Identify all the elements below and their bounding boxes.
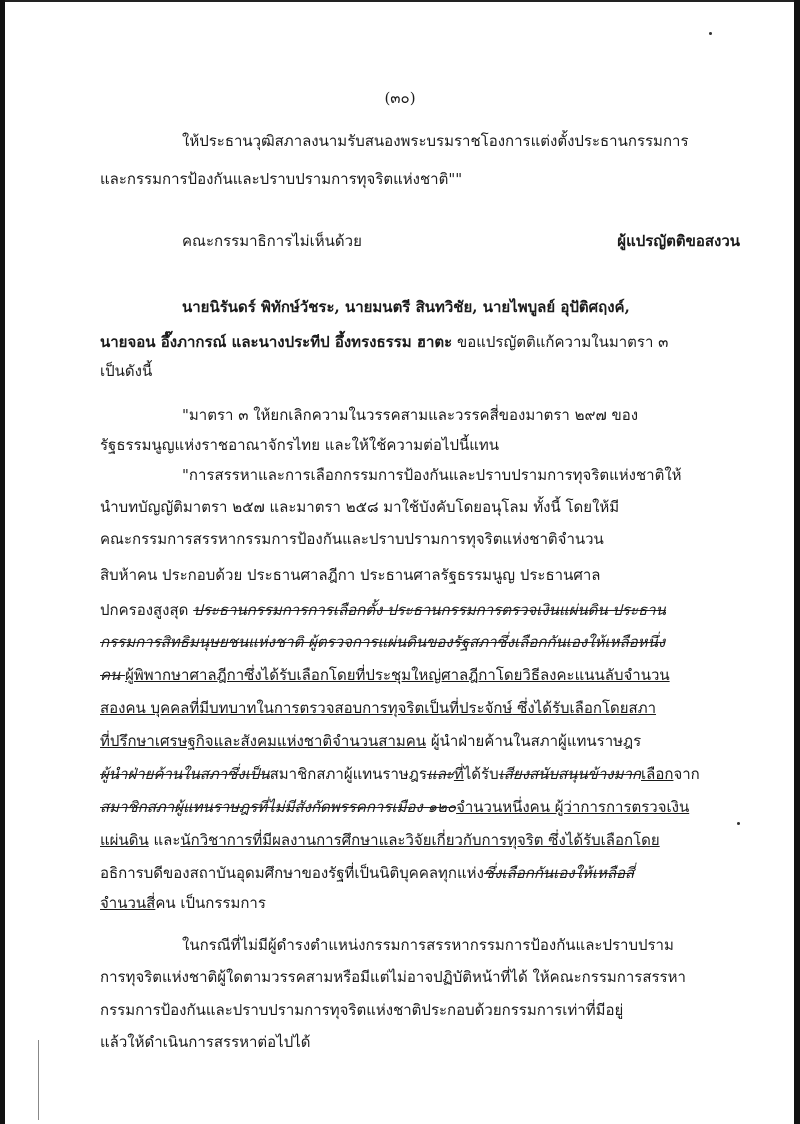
struck-text: คน bbox=[100, 666, 126, 684]
body-line: ในกรณีที่ไม่มีผู้ดำรงตำแหน่งกรรมการสรรหากรรมการป้องกันและปราบปราม bbox=[182, 936, 674, 954]
body-line bbox=[100, 892, 740, 914]
body-line: รัฐธรรมนูญแห่งราชอาณาจักรไทย และให้ใช้ความต่อไปนี้แทน bbox=[100, 436, 500, 454]
inserted-text: ซึ่งได้รับเลือกโดยสภา bbox=[512, 699, 657, 717]
scan-border-top bbox=[0, 0, 800, 2]
body-line: สิบห้าคน ประกอบด้วย ประธานศาลฎีกา ประธานศาลรัฐธรรมนูญ ประธานศาล bbox=[100, 566, 601, 584]
inserted-text: สองคน บุคคลที่มีบทบาทในการตรวจสอบการทุจริตเป็นที่ประจักษ์ bbox=[100, 699, 513, 717]
struck-text: ซึ่งเลือกกันเองให้เหลือสี่ bbox=[483, 864, 635, 882]
struck-text: ผู้นำฝ่ายค้านในสภาซึ่งเป็น bbox=[100, 765, 270, 783]
body-line bbox=[100, 599, 740, 621]
body-line bbox=[100, 697, 740, 719]
inserted-text: ที่ bbox=[453, 765, 464, 783]
proposer-names: นายนิรันดร์ พิทักษ์วัชระ, นายมนตรี สินทวิชัย, นายไพบูลย์ อุปัติศฤงค์, bbox=[182, 298, 630, 316]
body-text: ขอแปรญัตติแก้ความในมาตรา ๓ bbox=[452, 333, 669, 351]
struck-text: สมาชิกสภาผู้แทนราษฎรที่ไม่มีสังกัดพรรคการเมือง ๑๒๐ bbox=[100, 798, 457, 816]
body-text: จาก bbox=[673, 765, 700, 783]
body-text: ได้รับ bbox=[463, 765, 499, 783]
amendment-reservation-label: ผู้แปรญัตติขอสงวน bbox=[617, 232, 740, 250]
body-line: คณะกรรมการสรรหากรรมการป้องกันและปราบปรามการทุจริตแห่งชาติจำนวน bbox=[100, 530, 604, 548]
scan-speck bbox=[709, 32, 712, 35]
body-text: และ bbox=[148, 831, 181, 849]
page-number: (๓๐) bbox=[384, 89, 416, 107]
body-text: คน เป็นกรรมการ bbox=[155, 894, 266, 912]
struck-text: และ bbox=[426, 765, 454, 783]
body-line: กรรมการป้องกันและปราบปรามการทุจริตแห่งชาติประกอบด้วยกรรมการเท่าที่มีอยู่ bbox=[100, 1001, 624, 1019]
inserted-text: ผู้พิพากษาศาลฎีกาซึ่งได้รับเลือกโดยที่ประชุมใหญ่ศาลฎีกาโดยวิธีลงคะแนนลับจำนวน bbox=[125, 666, 670, 684]
proposer-names: นายจอน อึ๊งภากรณ์ และนางประทีป อึ้งทรงธรรม ฮาตะ bbox=[100, 333, 453, 351]
committee-opinion: คณะกรรมาธิการไม่เห็นด้วย bbox=[182, 232, 362, 250]
body-text: ผู้นำฝ่ายค้านในสภาผู้แทนราษฎร bbox=[426, 732, 642, 750]
body-line: "มาตรา ๓ ให้ยกเลิกความในวรรคสามและวรรคสี่ของมาตรา ๒๙๗ ของ bbox=[182, 406, 639, 424]
body-line: เป็นดังนี้ bbox=[100, 362, 153, 380]
body-line: การทุจริตแห่งชาติผู้ใดตามวรรคสามหรือมีแต่ไม่อาจปฏิบัติหน้าที่ได้ ให้คณะกรรมการสรรหา bbox=[100, 968, 686, 986]
struck-text: เสียงสนับสนุนข้างมาก bbox=[498, 765, 642, 783]
inserted-text: เลือก bbox=[641, 765, 674, 783]
body-line bbox=[100, 331, 740, 353]
scan-border-left bbox=[0, 0, 5, 1124]
inserted-text: จำนวนสี่ bbox=[100, 894, 156, 912]
body-line bbox=[100, 763, 740, 785]
body-text: อธิการบดีของสถาบันอุดมศึกษาของรัฐที่เป็นนิติบุคคลทุกแห่ง bbox=[100, 864, 484, 882]
body-text: สมาชิกสภาผู้แทนราษฎร bbox=[269, 765, 427, 783]
body-line bbox=[100, 829, 740, 851]
body-line: ให้ประธานวุฒิสภาลงนามรับสนองพระบรมราชโองการแต่งตั้งประธานกรรมการ bbox=[182, 132, 689, 150]
body-line bbox=[100, 664, 740, 686]
inserted-text: แผ่นดิน bbox=[100, 831, 149, 849]
inserted-text: นักวิชาการที่มีผลงานการศึกษาและวิจัยเกี่ยวกับการทุจริต ซึ่งได้รับเลือกโดย bbox=[180, 831, 660, 849]
body-line bbox=[100, 730, 740, 752]
scan-speck bbox=[737, 822, 740, 825]
struck-text: กรรมการสิทธิมนุษยชนแห่งชาติ ผู้ตรวจการแผ่นดินของรัฐสภาซึ่งเลือกกันเองให้เหลือหนึ่ง bbox=[100, 633, 666, 651]
body-line: "การสรรหาและการเลือกกรรมการป้องกันและปราบปรามการทุจริตแห่งชาติให้ bbox=[182, 466, 682, 484]
body-line: นำบทบัญญัติมาตรา ๒๕๗ และมาตรา ๒๕๘ มาใช้บังคับโดยอนุโลม ทั้งนี้ โดยให้มี bbox=[100, 498, 620, 516]
body-line bbox=[100, 796, 740, 818]
body-line bbox=[100, 862, 740, 884]
scan-mark-line bbox=[38, 1040, 39, 1120]
struck-text: ประธานกรรมการการเลือกตั้ง ประธานกรรมการตรวจเงินแผ่นดิน ประธาน bbox=[193, 601, 666, 619]
inserted-text: จำนวนหนึ่งคน ผู้ว่าการการตรวจเงิน bbox=[456, 798, 690, 816]
body-line: แล้วให้ดำเนินการสรรหาต่อไปได้ bbox=[100, 1033, 311, 1051]
body-text: ปกครองสูงสุด bbox=[100, 601, 194, 619]
body-line: และกรรมการป้องกันและปราบปรามการทุจริตแห่งชาติ"" bbox=[100, 170, 463, 188]
inserted-text: ที่ปรึกษาเศรษฐกิจและสังคมแห่งชาติจำนวนสามคน bbox=[100, 732, 427, 750]
